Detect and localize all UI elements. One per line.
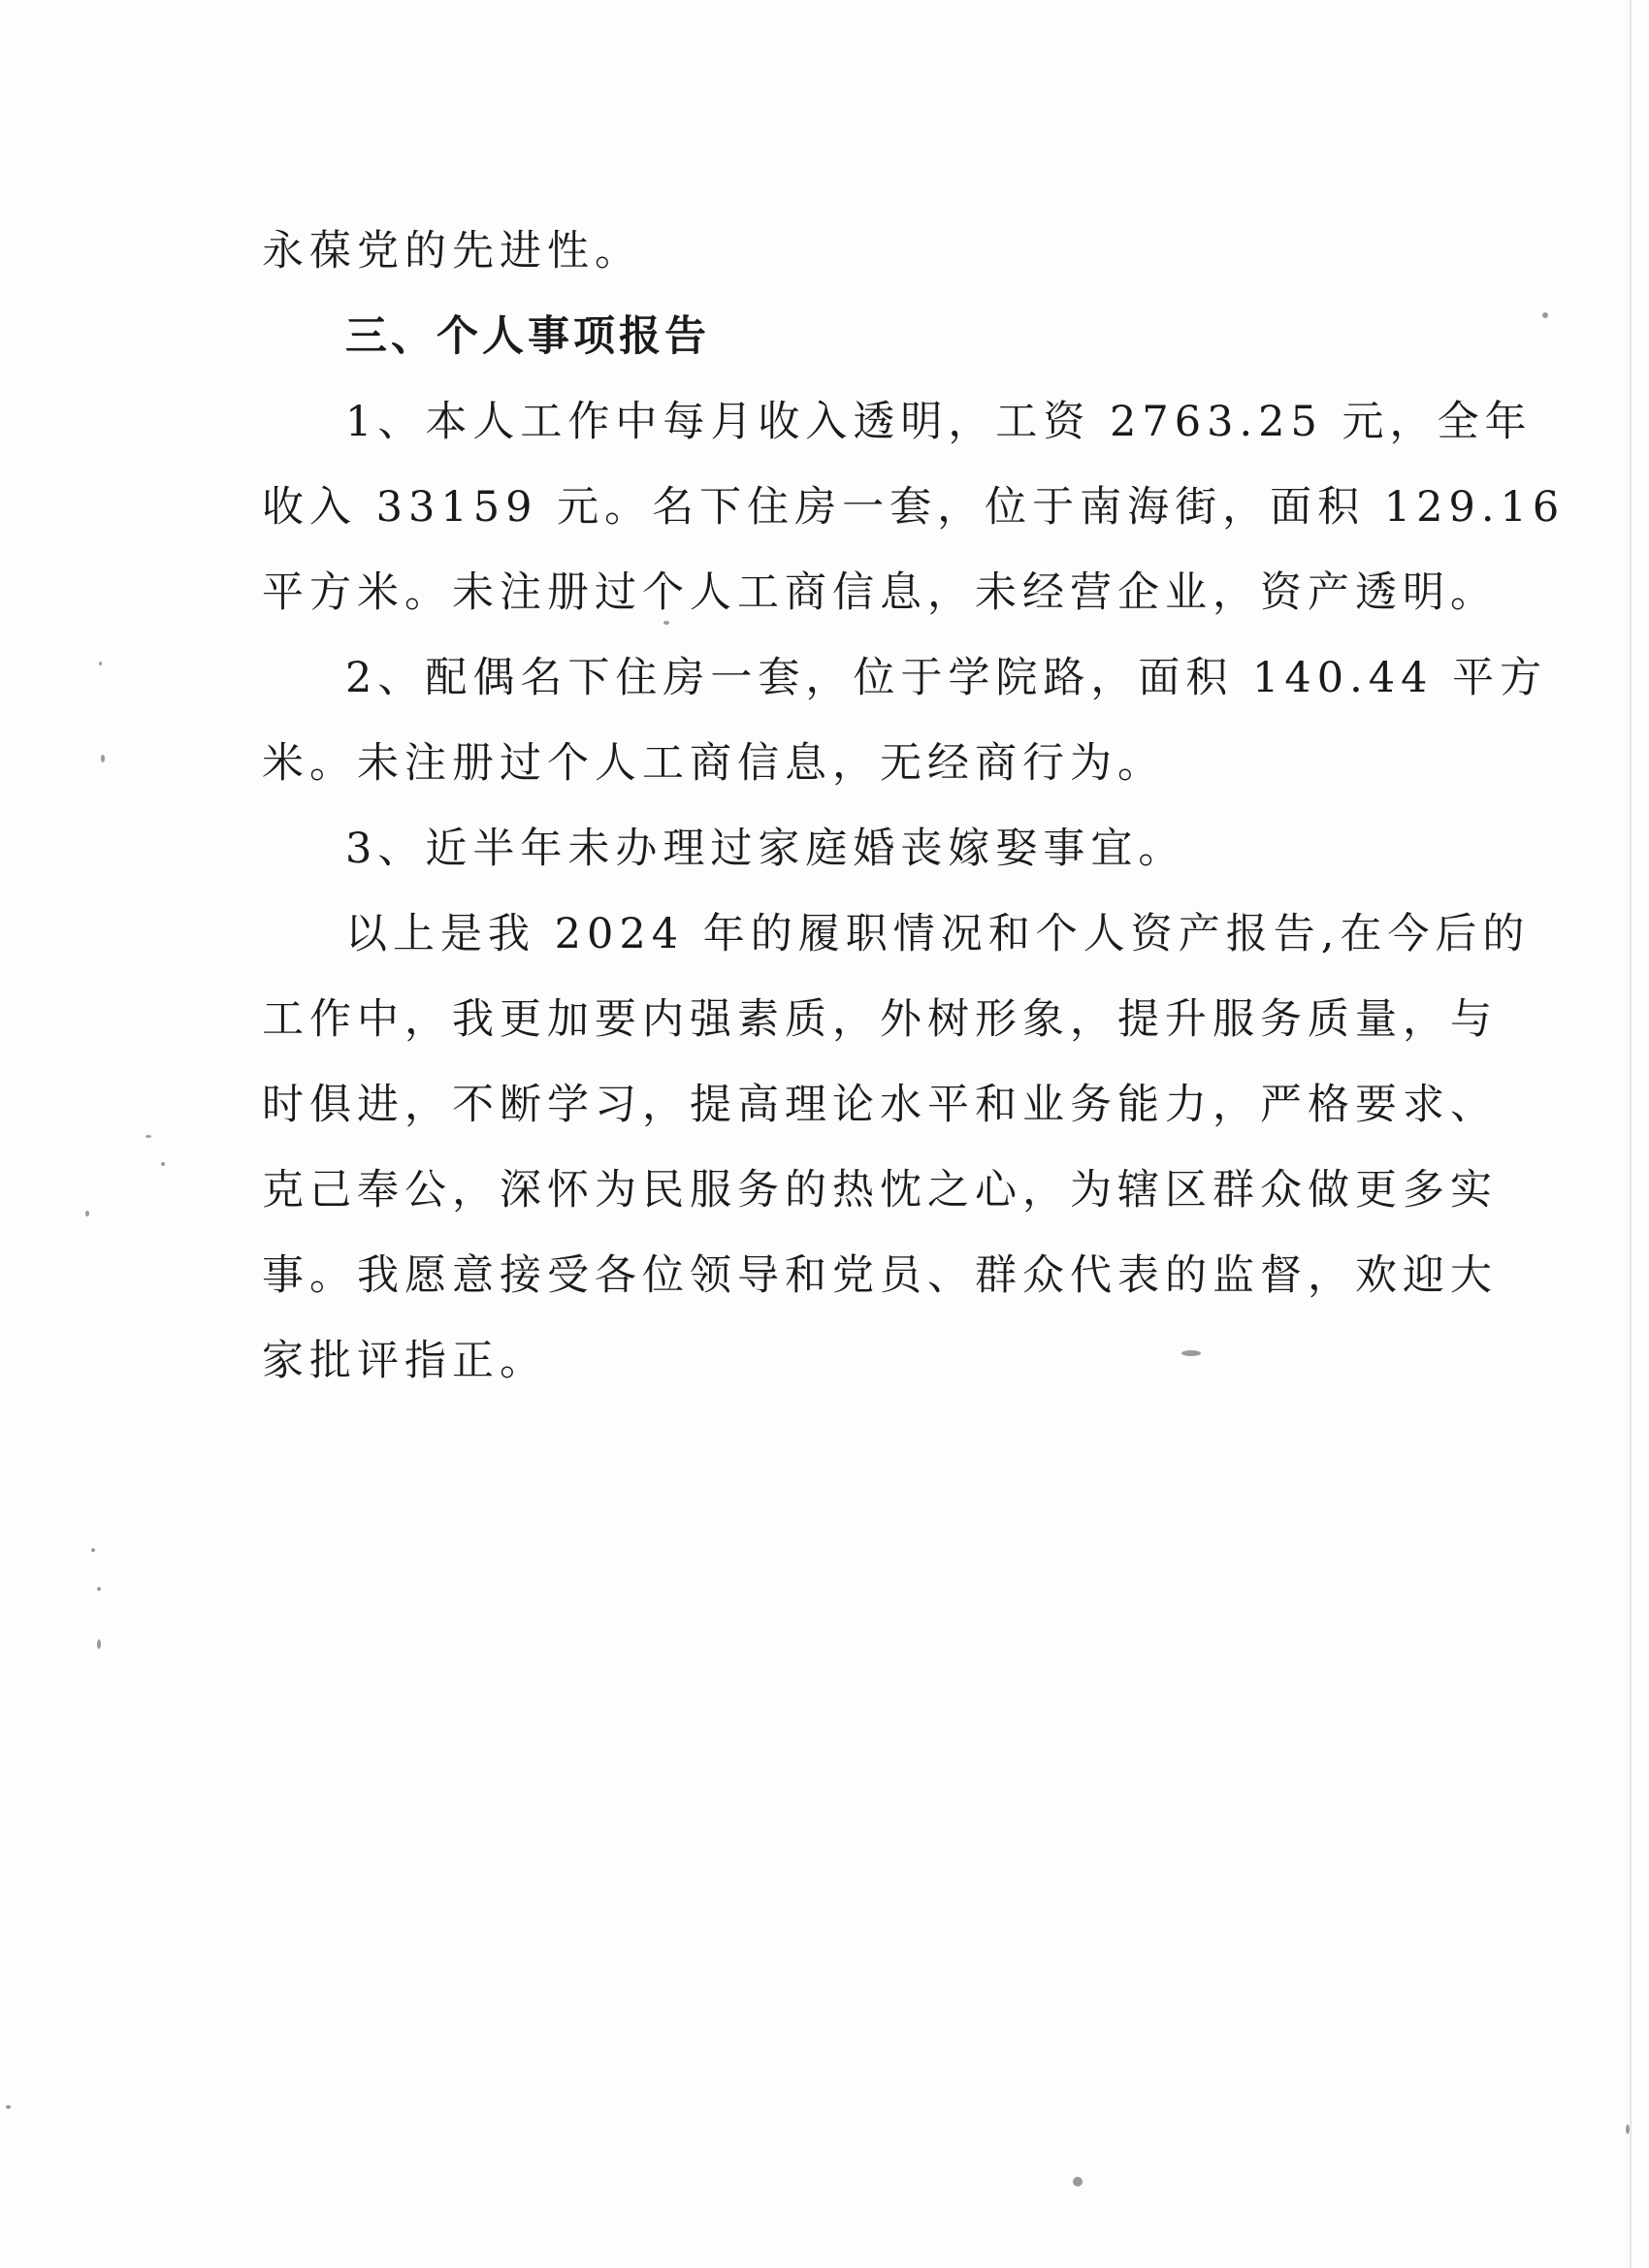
scan-speck xyxy=(97,1587,101,1591)
paragraph-line: 家批评指正。 xyxy=(262,1337,547,1385)
paragraph-line: 3、近半年未办理过家庭婚丧嫁娶事宜。 xyxy=(345,825,1186,873)
text-line: 永葆党的先进性。 xyxy=(262,227,642,275)
scan-speck xyxy=(161,1162,165,1166)
scan-speck xyxy=(146,1135,151,1138)
scan-speck xyxy=(85,1211,89,1216)
paragraph-line: 时俱进，不断学习，提高理论水平和业务能力，严格要求、 xyxy=(262,1081,1498,1129)
scan-speck xyxy=(1542,312,1548,318)
scan-speck xyxy=(1181,1350,1201,1356)
paragraph-line: 克己奉公，深怀为民服务的热忱之心，为辖区群众做更多实 xyxy=(262,1166,1498,1215)
scan-speck xyxy=(663,621,669,625)
paragraph-line: 以上是我 2024 年的履职情况和个人资产报告,在今后的 xyxy=(345,910,1531,958)
paragraph-line: 收入 33159 元。名下住房一套，位于南海街，面积 129.16 xyxy=(262,483,1566,532)
scan-speck xyxy=(99,662,102,665)
scan-speck xyxy=(1626,2124,1630,2134)
scan-speck xyxy=(97,1639,101,1649)
scan-speck xyxy=(6,2105,11,2109)
scan-speck xyxy=(101,755,105,762)
paragraph-line: 米。未注册过个人工商信息，无经商行为。 xyxy=(262,739,1165,788)
section-heading: 三、个人事项报告 xyxy=(345,312,710,361)
paragraph-line: 工作中，我更加要内强素质，外树形象，提升服务质量，与 xyxy=(262,995,1498,1044)
paragraph-line: 2、配偶名下住房一套，位于学院路，面积 140.44 平方 xyxy=(345,654,1548,702)
paragraph-line: 1、本人工作中每月收入透明，工资 2763.25 元，全年 xyxy=(345,398,1533,446)
paragraph-line: 平方米。未注册过个人工商信息，未经营企业，资产透明。 xyxy=(262,568,1498,617)
scan-speck xyxy=(1073,2177,1083,2187)
paragraph-line: 事。我愿意接受各位领导和党员、群众代表的监督，欢迎大 xyxy=(262,1251,1498,1300)
scan-edge-line xyxy=(1630,0,1632,2268)
scan-speck xyxy=(91,1548,95,1552)
